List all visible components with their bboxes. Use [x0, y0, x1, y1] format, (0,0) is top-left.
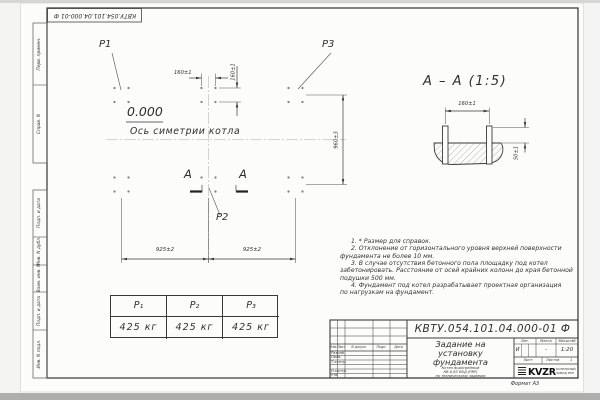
note-line: 2. Отклонение от горизонтального уровня верхней поверхности — [351, 245, 562, 253]
margin-label-vzam-inv: Взам. инв. N — [36, 263, 42, 293]
note-line: фундамента не более 10 мм. — [340, 252, 435, 260]
load-table-value-p2: 425 кг — [167, 317, 223, 339]
load-table-header-p3: P₃ — [223, 296, 279, 318]
top-stamp-doc-number: КВТУ.054.101.04.000-01 Ф — [53, 12, 136, 19]
section-letter-right: А — [239, 167, 247, 181]
tb-sheets-value: 1 — [570, 358, 573, 362]
dim-section-protrusion: 50±1 — [513, 145, 520, 161]
margin-label-sprav-n: Справ. N — [36, 113, 42, 135]
tb-row-utv: Утв. — [331, 373, 339, 378]
tb-mass-value: - — [545, 346, 547, 353]
dim-col-left: 925±2 — [155, 247, 175, 253]
dim-bolt-spacing-h: 160±1 — [174, 69, 192, 76]
load-point-label-p3: P3 — [322, 39, 335, 50]
tb-header-data: Дата — [394, 344, 403, 349]
margin-label-inv-podl: Инв. N подл. — [36, 339, 42, 369]
tb-row-prov: Пров. — [331, 355, 342, 360]
symmetry-axis-label: Ось симетрии котла — [130, 125, 241, 137]
tb-header-podp: Подп. — [376, 344, 387, 349]
tb-header-izm: Изм. — [329, 344, 338, 349]
tb-scale-label: Масштаб — [558, 338, 576, 343]
tb-subtitle-line-1: Котел водогрейный — [441, 366, 480, 370]
section-letter-left: А — [184, 167, 192, 181]
tb-title-line-1: Задание на — [435, 339, 486, 349]
dim-col-right: 925±2 — [242, 247, 262, 253]
note-line: 3. В случае отсутствия бетонного пола площадку под котел — [351, 260, 548, 268]
load-table-value-p1: 425 кг — [111, 317, 167, 339]
margin-label-podp-data-2: Подп. и дата — [36, 296, 42, 326]
elevation-mark: 0.000 — [127, 104, 163, 119]
tb-scale-value: 1:20 — [560, 346, 574, 353]
tb-lit-value: И — [515, 346, 520, 353]
tb-sheet-label: Лист — [523, 358, 533, 362]
tb-sheets-label: Листов — [546, 358, 560, 362]
margin-label-inv-dubl: Инв. N дубл. — [36, 236, 42, 266]
title-block-doc-number: КВТУ.054.101.04.000-01 Ф — [414, 322, 571, 335]
load-table-header-p1: P₁ — [111, 296, 167, 318]
technical-notes — [340, 238, 580, 297]
load-table — [110, 295, 278, 338]
dim-row-span: 960±3 — [332, 131, 339, 149]
tb-row-nkontr: Н.контр. — [331, 368, 348, 373]
tb-header-list: Лист — [337, 344, 346, 349]
anchor-bolt-left — [443, 126, 449, 164]
tb-row-tkontr: Т.контр. — [331, 359, 347, 364]
tb-mass-label: Масса — [540, 338, 552, 343]
note-line: забетонировать. Расстояние от осей крайних колонн до края бетонной — [340, 267, 573, 275]
plan-view — [106, 53, 347, 263]
load-point-label-p1: P1 — [99, 39, 112, 50]
margin-label-podp-data-1: Подп. и дата — [36, 198, 42, 228]
note-line: по нагрузкам на фундамент. — [340, 289, 435, 297]
kvzr-logo-text: KVZR — [528, 366, 556, 378]
tb-title-line-3: фундамента — [433, 357, 488, 367]
dim-section-bolt: 160±1 — [458, 101, 476, 107]
section-title: А – А (1:5) — [423, 74, 508, 89]
kvzr-logo-caption-2: ЗАВОД РЭП — [556, 370, 574, 375]
section-cut-marks — [190, 185, 248, 192]
tb-lit-label: Лит. — [520, 338, 530, 343]
format-label: Формат А3 — [510, 380, 540, 387]
tb-subtitle-line-2: КВ-0,63 КБД (РВР) — [443, 370, 478, 374]
note-line: 4. Фундамент под котел разрабатывает проектная организация — [351, 282, 562, 290]
tb-subtitle-line-3: по техническому заданию — [435, 374, 486, 378]
dim-bolt-spacing-v: 160±1 — [229, 63, 236, 81]
load-point-label-p2: P2 — [216, 212, 229, 223]
tb-row-razrab: Разраб. — [331, 350, 346, 355]
anchor-bolt-right — [487, 126, 493, 164]
tb-header-n-dokum: N докум. — [351, 344, 367, 349]
kvzr-logo-icon — [518, 367, 526, 375]
margin-label-perv-primen: Перв. примен. — [36, 37, 42, 71]
note-line: подушки 500 мм. — [340, 274, 396, 282]
load-table-header-p2: P₂ — [167, 296, 223, 318]
kvzr-logo-caption-1: КОТЕЛЬНЫЙ — [556, 367, 576, 371]
tb-title-line-2: установку — [438, 348, 483, 358]
load-table-value-p3: 425 кг — [232, 322, 270, 334]
note-line: 1. * Размер для справок. — [351, 238, 431, 245]
